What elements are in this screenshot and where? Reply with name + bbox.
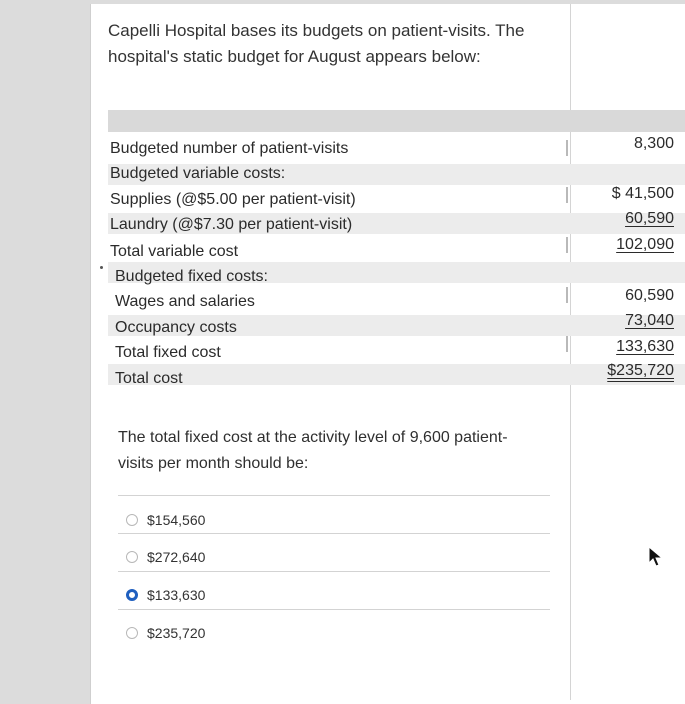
column-tick <box>566 287 568 303</box>
radio-button-selected[interactable] <box>126 589 138 601</box>
column-tick <box>566 140 568 156</box>
row-label-total-fixed: Total fixed cost <box>115 344 221 361</box>
row-label-patient-visits: Budgeted number of patient-visits <box>110 140 349 157</box>
row-value-total-fixed: 133,630 <box>616 338 674 355</box>
row-label-total-cost: Total cost <box>115 370 183 387</box>
row-value-wages: 60,590 <box>625 287 674 304</box>
bullet-dot <box>100 266 103 269</box>
table-divider <box>570 4 571 700</box>
problem-intro: Capelli Hospital bases its budgets on patient-visits. The hospital's static budget for August appears below: <box>108 21 525 66</box>
answer-option[interactable] <box>126 623 205 643</box>
answer-option[interactable] <box>126 547 205 567</box>
column-tick <box>566 336 568 352</box>
option-label: $272,640 <box>147 549 206 565</box>
radio-button[interactable] <box>126 514 138 526</box>
option-divider <box>118 495 550 496</box>
row-label-occupancy: Occupancy costs <box>115 319 237 336</box>
row-label-laundry: Laundry (@$7.30 per patient-visit) <box>110 216 353 233</box>
column-tick <box>566 187 568 203</box>
row-label-fixed-costs-header: Budgeted fixed costs: <box>115 268 268 285</box>
row-label-supplies: Supplies (@$5.00 per patient-visit) <box>110 191 356 208</box>
row-label-variable-costs-header: Budgeted variable costs: <box>110 165 286 182</box>
column-tick <box>566 237 568 253</box>
option-label: $235,720 <box>147 625 206 641</box>
row-value-total-cost: $235,720 <box>607 362 674 379</box>
option-label: $154,560 <box>147 512 206 528</box>
radio-button[interactable] <box>126 627 138 639</box>
row-value-supplies: $ 41,500 <box>611 185 674 202</box>
row-band <box>108 364 685 385</box>
row-value-patient-visits: 8,300 <box>633 135 674 152</box>
answer-option-selected[interactable] <box>126 585 205 605</box>
radio-button[interactable] <box>126 551 138 563</box>
answer-option[interactable] <box>126 510 205 530</box>
option-divider <box>118 609 550 610</box>
row-label-wages: Wages and salaries <box>115 293 255 310</box>
question-text: The total fixed cost at the activity level of 9,600 patient-visits per month should be: <box>118 429 508 472</box>
row-value-occupancy: 73,040 <box>625 312 674 329</box>
option-divider <box>118 571 550 572</box>
row-value-total-variable: 102,090 <box>616 236 674 253</box>
table-header-band <box>108 110 685 132</box>
mouse-cursor-icon <box>648 546 664 568</box>
option-divider <box>118 533 550 534</box>
option-label: $133,630 <box>147 587 206 603</box>
row-label-total-variable: Total variable cost <box>110 243 239 260</box>
row-value-laundry: 60,590 <box>625 210 674 227</box>
